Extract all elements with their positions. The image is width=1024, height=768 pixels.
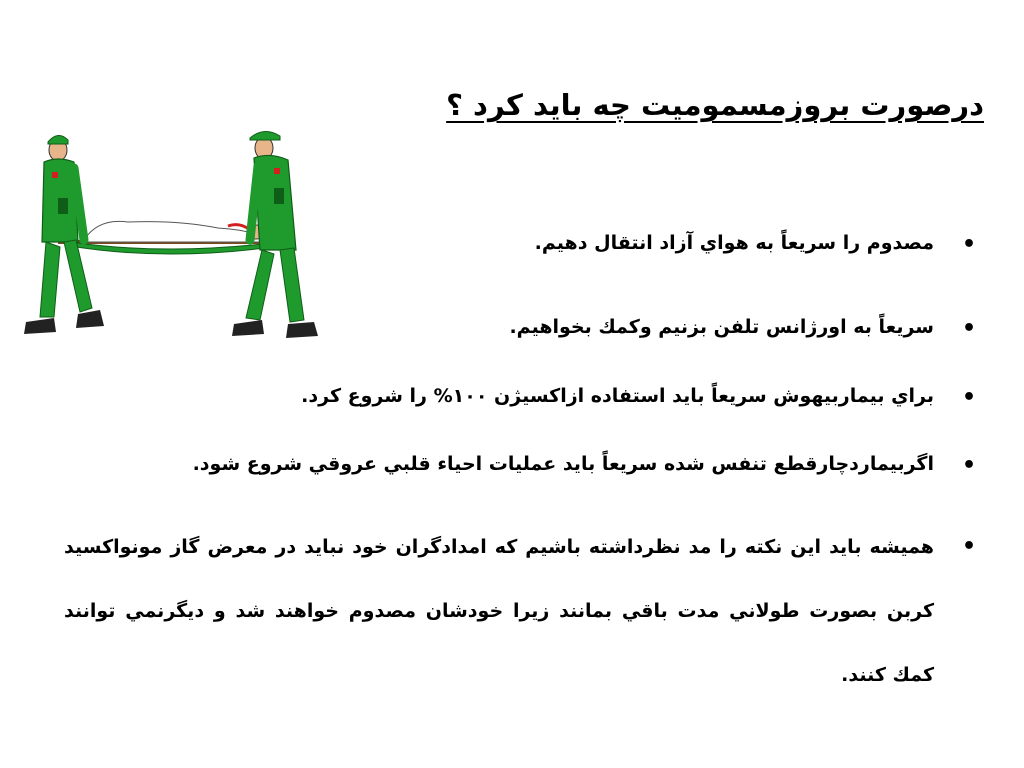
- bullet-icon: •: [961, 453, 976, 478]
- bullet-text: سريعاً به اورژانس تلفن بزنيم وكمك بخواهيم.: [509, 316, 934, 338]
- bullet-icon: •: [961, 316, 976, 341]
- bullet-icon: •: [961, 232, 976, 257]
- stretcher-bearers-illustration: [18, 122, 328, 350]
- bullet-item-multiline: [64, 515, 976, 707]
- bullet-item: [192, 453, 976, 478]
- bullet-item: [509, 316, 976, 341]
- bullet-list-item-1: [534, 232, 976, 257]
- bullet-text: براي بيماربيهوش سريعاً بايد استفاده ازاكسيژن ١٠٠% را شروع كرد.: [301, 385, 934, 407]
- bullet-icon: •: [961, 534, 976, 559]
- bullet-text: اگربيماردچارقطع تنفس شده سريعاً بايد عمليات احياء قلبي عروقي شروع شود.: [192, 453, 934, 475]
- slide-title: درصورت بروزمسموميت چه بايد كرد ؟: [446, 88, 984, 122]
- bullet-item: [534, 232, 976, 257]
- bullet-text: مصدوم را سريعاً به هواي آزاد انتقال دهيم.: [534, 232, 934, 254]
- bullet-list-item-4: [192, 453, 976, 478]
- bullet-item: [301, 385, 976, 410]
- bullet-list-item-3: [301, 385, 976, 410]
- bullet-text: هميشه بايد اين نكته را مد نظرداشته باشيم كه امدادگران خود نبايد در معرض گاز مونواكسيد كربن بصورت طولاني مدت باقي بمانند زيرا خودشان مصدوم خواهند شد و ديگرنمي توانند كمك كنند.: [64, 536, 934, 686]
- bullet-list-item-2: [509, 316, 976, 341]
- bullet-icon: •: [961, 385, 976, 410]
